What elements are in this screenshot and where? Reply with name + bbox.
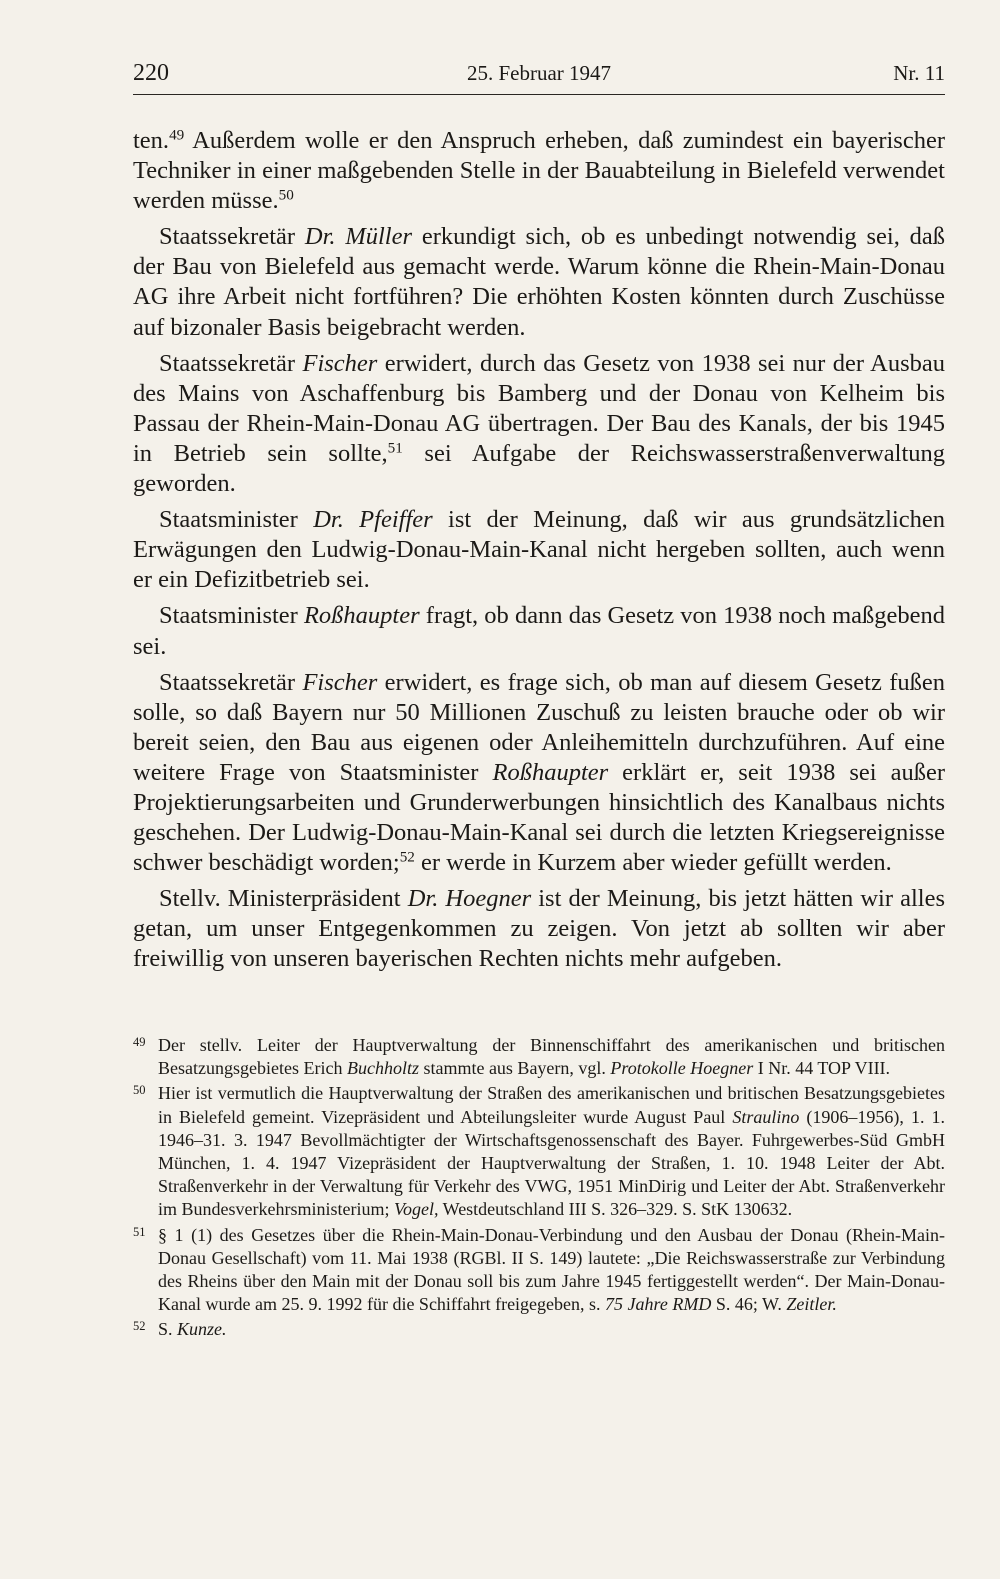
text-run: Staatsminister xyxy=(159,602,304,630)
speaker-name: Fischer xyxy=(302,668,378,696)
header-rule xyxy=(133,94,945,95)
text-run: erwidert, durch das Gesetz von 1938 sei nur der Ausbau des Mains von Aschaffenburg bis Bamberg und der Donau von Kelheim bis Passau der Rhein-Main-Donau AG übertragen. Der Bau des Kanals, der bis 1945 in Betrieb sein sollte, xyxy=(133,349,945,467)
text-run: ten. xyxy=(133,127,170,154)
text-run: § 1 (1) des Gesetzes über die Rhein-Main-Donau-Verbindung und den Ausbau der Donau (Rhein-Main-Donau Gesellschaft) vom 11. Mai 1938 (RGBl. II S. 149) lautete: „Die Reichswasserstraße zur Verbindung des Rheins über den Main mit der Donau soll bis zum Jahre 1945 fertiggestellt werden“. Der Main-Donau-Kanal wurde am 25. 9. 1992 für die Schiffahrt freigegeben, s. xyxy=(158,1224,945,1315)
footnote-50 xyxy=(133,1082,945,1221)
footnote-mark: 50 xyxy=(133,1083,146,1098)
speaker-name: Dr. Hoegner xyxy=(407,885,532,913)
italic-run: Zeitler. xyxy=(786,1294,837,1315)
text-run: Außerdem wolle er den Anspruch erheben, daß zumindest ein bayerischer Techniker in einer maßgebenden Stelle in der Bauabteilung in Bielefeld verwendet werden müsse. xyxy=(133,127,945,215)
text-run: S. xyxy=(158,1319,178,1340)
text-run: Der stellv. Leiter der Hauptverwaltung der Binnenschiffahrt des amerikanischen und britischen Besatzungsgebietes Erich xyxy=(158,1035,945,1079)
text-run: fragt, ob dann das Gesetz von 1938 noch maßgebend sei. xyxy=(133,602,945,660)
footnote-mark: 52 xyxy=(133,1319,146,1334)
italic-run: Straulino xyxy=(732,1106,800,1127)
footnote-ref: 51 xyxy=(387,439,403,457)
issue-number: Nr. 11 xyxy=(893,61,945,85)
header-date: 25. Februar 1947 xyxy=(466,61,612,85)
footnote-49 xyxy=(133,1034,945,1080)
text-run: ist der Meinung, daß wir aus grundsätzlichen Erwägungen den Ludwig-Donau-Main-Kanal nicht hergeben sollten, auch wenn er ein Defizitbetrieb sei. xyxy=(133,506,945,594)
italic-run: 75 Jahre RMD xyxy=(605,1294,712,1315)
text-run: (1906–1956), 1. 1. 1946–31. 3. 1947 Bevollmächtigter der Wirtschaftsgenossenschaft des Bayer. Fuhrgewerbes-Süd GmbH München, 1. 4. 1947 Vizepräsident der Hauptverwaltung der Straßen, 1. 10. 1948 Leiter der Abt. Straßenverkehr in der Verwaltung für Verkehr des VWG, 1951 MinDirig und Leiter der Abt. Straßenverkehr im Bundesverkehrsministerium; xyxy=(158,1106,945,1220)
paragraph xyxy=(133,505,945,595)
paragraph xyxy=(133,601,945,661)
text-run: Staatssekretär xyxy=(159,223,305,251)
text-run: erkundigt sich, ob es unbedingt notwendig sei, daß der Bau von Bielefeld aus gemacht werde. Warum könne die Rhein-Main-Donau AG ihre Arbeit nicht fortführen? Die erhöhten Kosten könnten durch Zuschüsse auf bizonaler Basis beigebracht werden. xyxy=(133,223,946,341)
italic-run: Buchholtz xyxy=(346,1058,419,1079)
text-run: er werde in Kurzem aber wieder gefüllt werden. xyxy=(414,849,892,877)
text-run: S. 46; W. xyxy=(711,1294,787,1315)
paragraph xyxy=(133,884,945,974)
text-run: erwidert, es frage sich, ob man auf diesem Gesetz fußen solle, so daß Bayern nur 50 Millionen Zuschuß zu leisten brauche oder ob wir bereit seien, den Bau aus eigenen oder Anleihemitteln durchzuführen. Auf eine weitere Frage von Staatsminister xyxy=(133,668,945,786)
speaker-name: Dr. Müller xyxy=(304,223,413,251)
text-run: Westdeutschland III S. 326–329. S. StK 130632. xyxy=(438,1199,793,1220)
footnote-ref: 52 xyxy=(399,848,415,866)
paragraph xyxy=(133,222,945,342)
text-run: sei Aufgabe der Reichswasserstraßenverwaltung geworden. xyxy=(133,439,945,498)
footnote-ref: 49 xyxy=(169,126,185,144)
main-text xyxy=(133,126,945,975)
italic-run: Protokolle Hoegner xyxy=(610,1058,754,1079)
footnote-mark: 51 xyxy=(133,1224,146,1239)
footnote-52 xyxy=(133,1318,945,1341)
footnote-ref: 50 xyxy=(278,186,294,204)
footnote-mark: 49 xyxy=(133,1035,146,1049)
text-run: Staatsminister xyxy=(159,506,314,534)
page-number: 220 xyxy=(133,60,169,86)
speaker-name: Roßhaupter xyxy=(303,602,420,630)
speaker-name: Dr. Pfeiffer xyxy=(313,506,433,534)
footnotes xyxy=(133,1034,945,1344)
speaker-name: Fischer xyxy=(302,349,378,377)
paragraph xyxy=(133,126,945,216)
text-run: erklärt er, seit 1938 sei außer Projektierungsarbeiten und Grunderwerbungen hinsichtlich des Kanalbaus nichts geschehen. Der Ludwig-Donau-Main-Kanal sei durch die letzten Kriegsereignisse schwer beschädigt worden; xyxy=(133,758,945,877)
text-run: stammte aus Bayern, vgl. xyxy=(418,1058,611,1079)
paragraph xyxy=(133,349,945,499)
text-run: Staatssekretär xyxy=(159,668,303,696)
italic-run: Vogel, xyxy=(393,1199,439,1220)
text-run: Stellv. Ministerpräsident xyxy=(159,885,408,913)
footnote-51 xyxy=(133,1224,945,1317)
text-run: ist der Meinung, bis jetzt hätten wir alles getan, um unser Entgegenkommen zu zeigen. Von jetzt ab sollten wir aber freiwillig von unseren bayerischen Rechten nichts mehr aufgeben. xyxy=(133,885,945,973)
paragraph xyxy=(133,668,945,879)
text-run: Hier ist vermutlich die Hauptverwaltung der Straßen des amerikanischen und britischen Besatzungsgebietes in Bielefeld gemeint. Vizepräsident und Abteilungsleiter wurde August Paul xyxy=(158,1083,945,1127)
italic-run: Kunze. xyxy=(177,1319,227,1340)
text-run: Staatssekretär xyxy=(159,349,303,377)
text-run: I Nr. 44 TOP VIII. xyxy=(753,1058,891,1079)
speaker-name: Roßhaupter xyxy=(492,758,609,786)
